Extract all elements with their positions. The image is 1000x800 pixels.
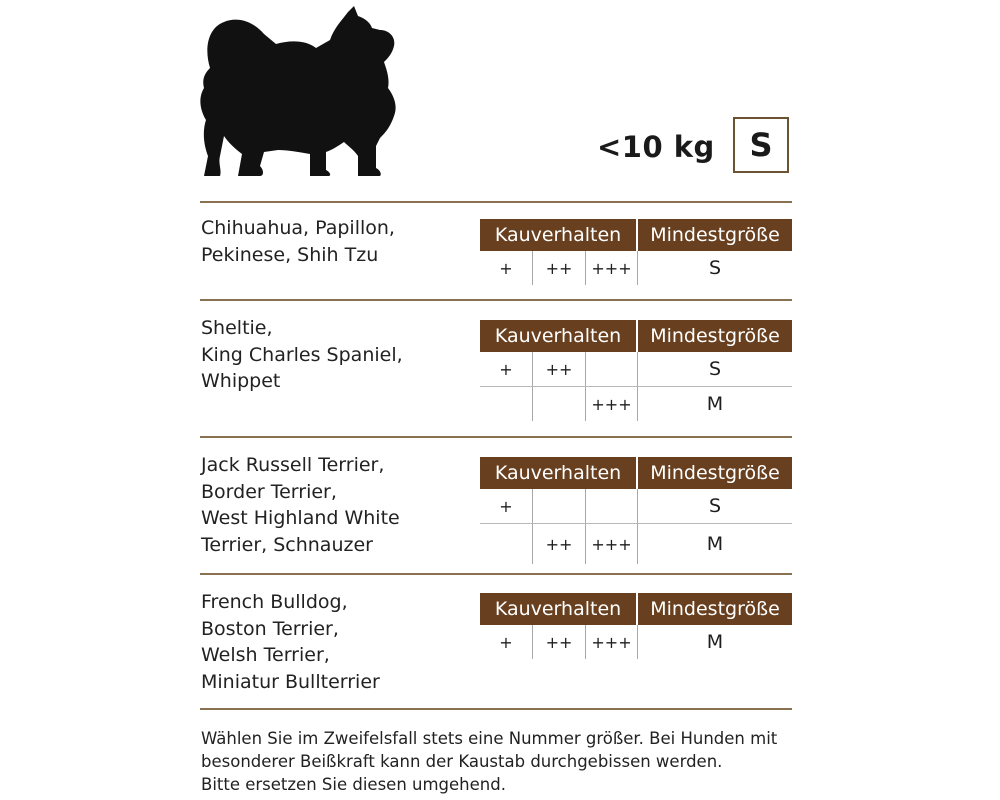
- chew-cell: ++: [533, 625, 586, 659]
- table-row: [480, 489, 792, 523]
- chew-cell: +++: [586, 387, 638, 421]
- breed-line: Sheltie,: [201, 317, 273, 339]
- chew-cell: ++: [533, 251, 586, 285]
- chew-behavior-header: Kauverhalten: [480, 457, 638, 489]
- breed-list: [201, 452, 400, 558]
- min-size-header: Mindestgröße: [650, 224, 780, 246]
- size-table: [480, 320, 792, 421]
- min-size-cell: M: [706, 393, 724, 415]
- chew-behavior-header: Kauverhalten: [480, 219, 638, 251]
- size-class-label: S: [749, 126, 773, 164]
- min-size-cell: M: [706, 631, 724, 653]
- min-size-header: Mindestgröße: [650, 325, 780, 347]
- chew-cell: +: [480, 489, 533, 523]
- breed-line: Border Terrier,: [201, 480, 337, 503]
- dog-silhouette-icon: [198, 6, 404, 178]
- chew-cell: ++: [533, 524, 586, 564]
- divider: [200, 708, 792, 710]
- footnote-line: Wählen Sie im Zweifelsfall stets eine Nummer größer. Bei Hunden mit: [201, 729, 778, 748]
- chew-behavior-header: Kauverhalten: [480, 320, 638, 352]
- table-header: [480, 593, 792, 625]
- breed-line: Whippet: [201, 370, 281, 392]
- breed-list: [201, 215, 395, 268]
- weight-label: <10 kg: [597, 130, 715, 164]
- breed-list: [201, 315, 403, 395]
- breed-line: West Highland White: [201, 507, 400, 529]
- size-table: [480, 593, 792, 659]
- min-size-cell: S: [708, 257, 722, 279]
- min-size-header: Mindestgröße: [650, 462, 780, 484]
- min-size-cell: S: [708, 358, 722, 380]
- table-row: [480, 523, 792, 564]
- chew-cell: +: [480, 352, 533, 386]
- min-size-header: Mindestgröße: [650, 598, 780, 620]
- breed-line: Pekinese, Shih Tzu: [201, 243, 379, 266]
- size-table: [480, 457, 792, 564]
- size-class-badge: [733, 117, 789, 173]
- chew-cell: +: [480, 625, 533, 659]
- breed-line: French Bulldog,: [201, 591, 348, 613]
- breed-line: Chihuahua, Papillon,: [201, 217, 395, 239]
- divider: [200, 436, 792, 438]
- divider: [200, 299, 792, 301]
- chew-cell: ++: [533, 352, 586, 386]
- min-size-cell: M: [706, 533, 724, 555]
- divider: [200, 201, 792, 203]
- table-row: [480, 386, 792, 421]
- breed-line: King Charles Spaniel,: [201, 343, 403, 366]
- chew-cell: +++: [586, 524, 638, 564]
- chew-cell: [533, 489, 586, 523]
- chew-behavior-header: Kauverhalten: [480, 593, 638, 625]
- chew-cell: +++: [586, 625, 638, 659]
- table-row: [480, 251, 792, 285]
- chew-cell: [480, 387, 533, 421]
- chew-cell: [533, 387, 586, 421]
- breed-line: Terrier, Schnauzer: [201, 533, 373, 556]
- breed-line: Welsh Terrier,: [201, 644, 330, 666]
- divider: [200, 573, 792, 575]
- chew-cell: [586, 489, 638, 523]
- table-header: [480, 457, 792, 489]
- breed-list: [201, 589, 380, 695]
- chew-cell: [480, 524, 533, 564]
- table-header: [480, 320, 792, 352]
- chew-cell: [586, 352, 638, 386]
- footnote: [201, 727, 801, 796]
- breed-line: Jack Russell Terrier,: [201, 454, 385, 476]
- footnote-line: besonderer Beißkraft kann der Kaustab durchgebissen werden.: [201, 752, 723, 771]
- footnote-line: Bitte ersetzen Sie diesen umgehend.: [201, 775, 506, 794]
- breed-line: Boston Terrier,: [201, 617, 339, 640]
- breed-line: Miniatur Bullterrier: [201, 670, 380, 693]
- min-size-cell: S: [708, 495, 722, 517]
- table-header: [480, 219, 792, 251]
- chew-cell: +++: [586, 251, 638, 285]
- size-table: [480, 219, 792, 285]
- table-row: [480, 625, 792, 659]
- table-row: [480, 352, 792, 386]
- chew-cell: +: [480, 251, 533, 285]
